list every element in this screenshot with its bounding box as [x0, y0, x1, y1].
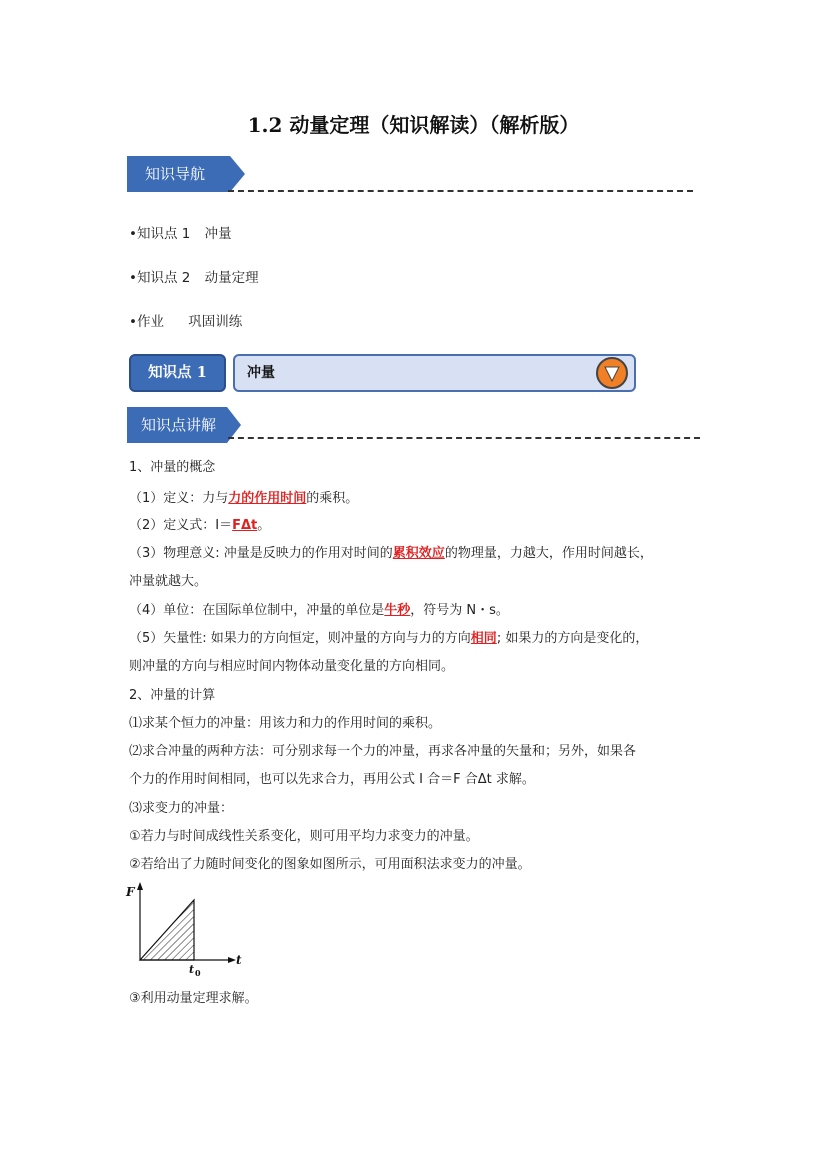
text-segment: ，符号为 N・s。 — [410, 603, 509, 618]
content-line: ①若力与时间成线性关系变化，则可用平均力求变力的冲量。 — [129, 829, 479, 844]
text-segment: （1）定义：力与 — [129, 491, 229, 506]
content-line: ②若给出了力随时间变化的图象如图所示，可用面积法求变力的冲量。 — [129, 857, 531, 872]
highlight-term: 相同 — [470, 631, 497, 646]
content-line — [129, 599, 509, 618]
content-line — [129, 514, 270, 533]
nav-item-1 — [129, 222, 232, 242]
content-line: ⑶求变力的冲量： — [129, 801, 234, 816]
triangle-down-icon — [598, 359, 626, 387]
text-segment: （5）矢量性: 如果力的方向恒定，则冲量的方向与力的方向 — [129, 631, 471, 646]
nav-item-3 — [129, 310, 242, 330]
nav-banner-label: 知识导航 — [145, 165, 206, 183]
shaded-area — [140, 900, 194, 960]
nav-item-3-text: 巩固训练 — [188, 314, 243, 330]
content-line: ⑴求某个恒力的冲量：用该力和力的作用时间的乘积。 — [129, 716, 442, 731]
highlight-term: 牛秒 — [384, 603, 411, 618]
text-segment: （2）定义式：I＝ — [129, 518, 233, 533]
nav-item-1-text: 冲量 — [204, 226, 232, 242]
section-heading-2: 2、冲量的计算 — [129, 688, 216, 703]
tick-subscript: 0 — [195, 968, 201, 978]
kp-title-bar — [233, 354, 636, 392]
content-line: ⑵求合冲量的两种方法：可分别求每一个力的冲量，再求各冲量的矢量和；另外，如果各 — [129, 744, 637, 759]
nav-item-2 — [129, 266, 259, 286]
page-title: 1.2 动量定理（知识解读）（解析版） — [247, 113, 580, 137]
collapse-toggle[interactable] — [596, 357, 628, 389]
content-line: 则冲量的方向与相应时间内物体动量变化量的方向相同。 — [129, 659, 455, 674]
nav-item-2-text: 动量定理 — [204, 270, 259, 286]
highlight-term: 力的作用时间 — [228, 491, 307, 506]
force-time-figure — [124, 880, 248, 980]
content-line: 冲量就越大。 — [129, 574, 208, 589]
kp-title: 冲量 — [247, 365, 275, 381]
nav-item-3-label: •作业 — [129, 314, 164, 330]
y-axis-label: F — [126, 885, 135, 899]
explain-divider — [228, 437, 700, 439]
nav-item-2-label: •知识点 2 — [129, 270, 191, 286]
highlight-term: 累积效应 — [392, 546, 445, 561]
nav-item-1-label: •知识点 1 — [129, 226, 191, 242]
content-line: 个力的作用时间相同，也可以先求合力，再用公式 I 合＝F 合Δt 求解。 — [129, 772, 535, 787]
text-segment: （3）物理意义: 冲量是反映力的作用对时间的 — [129, 546, 393, 561]
section-heading-1: 1、冲量的概念 — [129, 460, 216, 475]
text-segment: （4）单位：在国际单位制中，冲量的单位是 — [129, 603, 385, 618]
text-segment: 的物理量，力越大，作用时间越长， — [444, 546, 653, 561]
nav-divider — [228, 190, 693, 192]
explain-banner — [127, 407, 243, 443]
nav-banner — [127, 156, 247, 192]
content-line: ③利用动量定理求解。 — [129, 991, 258, 1006]
content-line — [129, 627, 648, 646]
x-axis-label: t — [236, 953, 242, 967]
text-segment: 的乘积。 — [306, 491, 359, 506]
tick-label: t — [189, 963, 195, 976]
force-time-graph — [124, 880, 248, 980]
highlight-term: FΔt — [232, 518, 258, 533]
kp-label-box: 知识点 1 — [129, 354, 226, 392]
text-segment: 。 — [257, 518, 271, 533]
content-line — [129, 487, 358, 506]
explain-banner-label: 知识点讲解 — [141, 416, 217, 434]
text-segment: ; 如果力的方向是变化的， — [496, 631, 649, 646]
content-line — [129, 542, 653, 561]
